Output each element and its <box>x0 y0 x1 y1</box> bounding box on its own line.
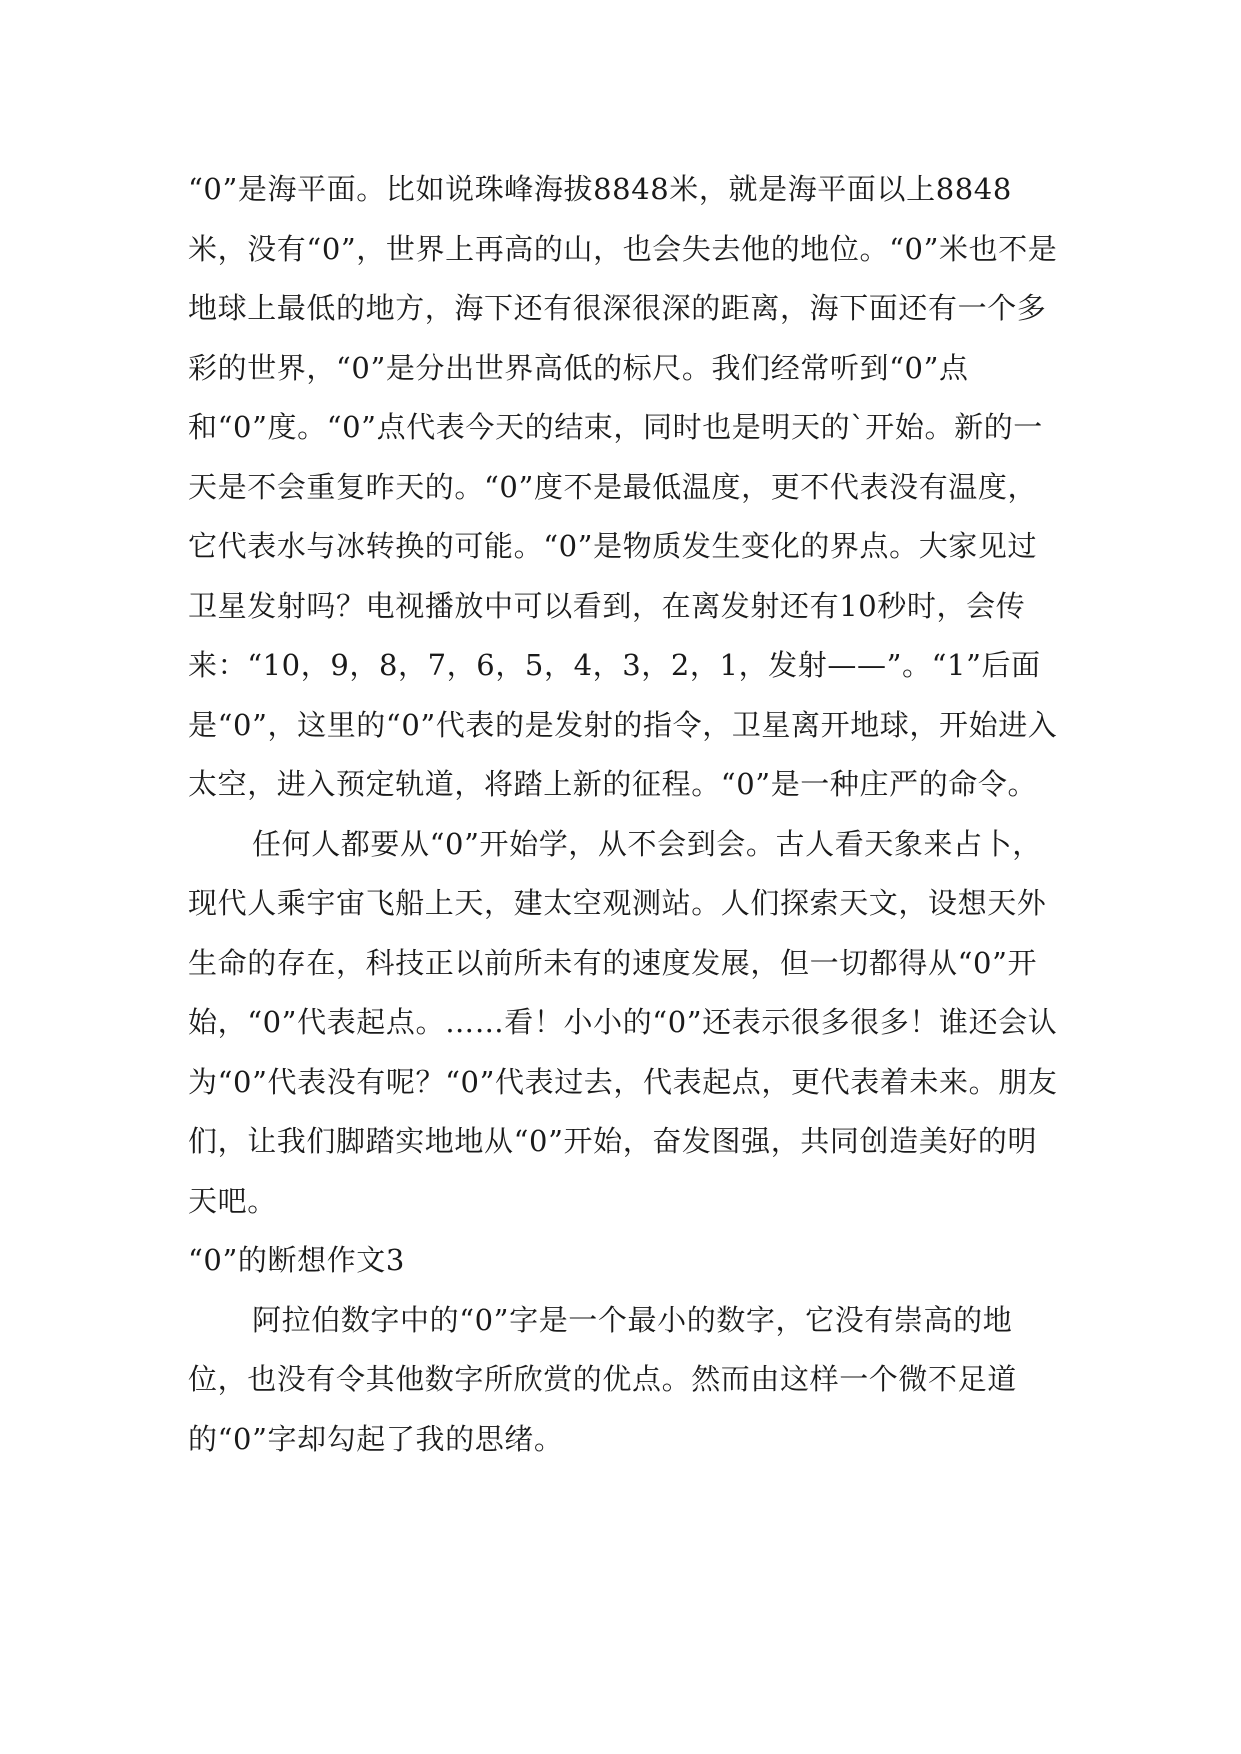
essay-title: “0”的断想作文3 <box>188 1243 405 1277</box>
paragraph-zero-start: 任何人都要从“0”开始学，从不会到会。古人看天象来占卜，现代人乘宇宙飞船上天，建太空观测站。人们探索天文，设想天外生命的存在，科技正以前所未有的速度发展，但一切都得从“0”开始，“0”代表起点。……看！小小的“0”还表示很多很多！谁还会认为“0”代表没有呢？“0”代表过去，代表起点，更代表着未来。朋友们，让我们脚踏实地地从“0”开始，奋发图强，共同创造美好的明天吧。 <box>188 826 1058 1218</box>
document-body <box>188 160 1058 1469</box>
paragraph-arabic-numerals: 阿拉伯数字中的“0”字是一个最小的数字，它没有崇高的地位，也没有令其他数字所欣赏的优点。然而由这样一个微不足道的“0”字却勾起了我的思绪。 <box>188 1302 1017 1456</box>
paragraph-zero-sea-level: “0”是海平面。比如说珠峰海拔8848米，就是海平面以上8848米，没有“0”，世界上再高的山，也会失去他的地位。“0”米也不是地球上最低的地方，海下还有很深很深的距离，海下面还有一个多彩的世界，“0”是分出世界高低的标尺。我们经常听到“0”点和“0”度。“0”点代表今天的结束，同时也是明天的`开始。新的一天是不会重复昨天的。“0”度不是最低温度，更不代表没有温度，它代表水与冰转换的可能。“0”是物质发生变化的界点。大家见过卫星发射吗？电视播放中可以看到，在离发射还有10秒时，会传来：“10，9，8，7，6，5，4，3，2，1，发射——”。“1”后面是“0”，这里的“0”代表的是发射的指令，卫星离开地球，开始进入太空，进入预定轨道，将踏上新的征程。“0”是一种庄严的命令。 <box>188 172 1058 801</box>
